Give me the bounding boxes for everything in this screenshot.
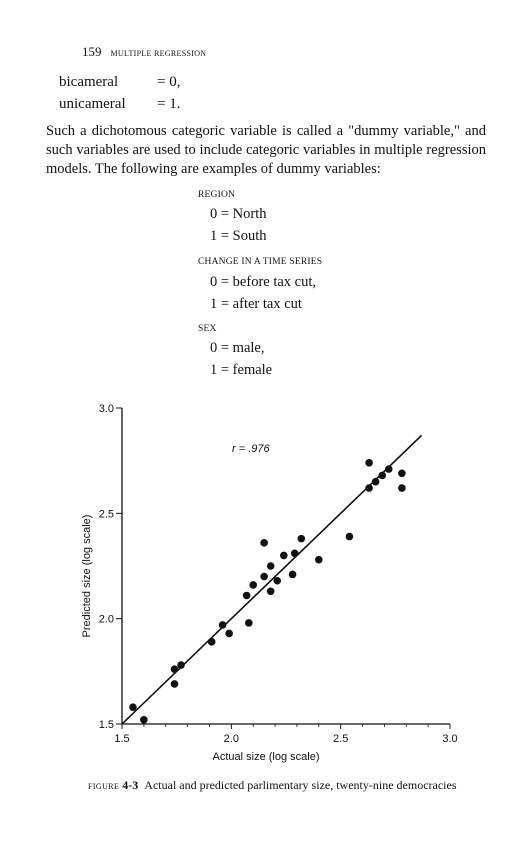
- data-point: [243, 592, 251, 600]
- data-point: [129, 703, 137, 711]
- data-point: [372, 478, 380, 486]
- data-point: [225, 630, 233, 638]
- y-axis-label: Predicted size (log scale): [81, 514, 93, 638]
- figure-number: 4-3: [122, 778, 139, 792]
- data-point: [267, 562, 275, 570]
- figure-caption-text: Actual and predicted parlimentary size, twenty-nine democracies: [144, 778, 457, 792]
- data-point: [315, 556, 323, 564]
- correlation-annotation: r = .976: [232, 443, 270, 455]
- example-title-region: REGION: [198, 190, 236, 200]
- page-number: 159: [82, 44, 102, 59]
- data-point: [260, 573, 268, 581]
- data-point: [245, 619, 253, 627]
- definition-bicameral: [59, 74, 180, 91]
- chart-marks: [122, 435, 422, 724]
- y-tick-label: 2.5: [98, 508, 114, 521]
- data-point: [398, 470, 406, 478]
- running-header: [82, 44, 206, 60]
- data-point: [385, 465, 393, 473]
- data-point: [291, 550, 299, 558]
- data-point: [171, 680, 179, 688]
- x-tick-label: 3.0: [442, 733, 458, 745]
- definition-label: unicameral: [59, 96, 126, 112]
- example-code: 0 = male,: [210, 340, 265, 356]
- data-point: [298, 535, 306, 543]
- data-point: [365, 484, 373, 492]
- body-paragraph: Such a dichotomous categoric variable is called a "dummy variable," and such variables are used to include categoric variables in multiple regression models. The following are examples of dummy variables:: [46, 123, 486, 177]
- data-point: [267, 587, 275, 595]
- data-point: [398, 484, 406, 492]
- data-point: [171, 665, 179, 673]
- data-point: [378, 472, 386, 480]
- running-title: MULTIPLE REGRESSION: [110, 49, 207, 58]
- data-point: [260, 539, 268, 547]
- scatter-chart: [0, 390, 525, 770]
- example-code: 0 = North: [210, 206, 267, 222]
- data-point: [273, 577, 281, 585]
- data-point: [219, 621, 227, 629]
- data-point: [177, 661, 185, 669]
- y-tick-label: 2.0: [98, 613, 114, 626]
- definition-value: = 1.: [157, 96, 181, 112]
- data-point: [208, 638, 216, 646]
- x-tick-label: 2.5: [333, 733, 349, 745]
- x-axis-label: Actual size (log scale): [212, 751, 320, 763]
- data-point: [249, 581, 257, 589]
- example-title-sex: SEX: [198, 324, 217, 334]
- definition-unicameral: [59, 96, 180, 113]
- example-code: 1 = female: [210, 362, 273, 378]
- x-tick-label: 1.5: [114, 733, 130, 745]
- figure-label: FIGURE: [88, 782, 120, 791]
- definition-value: = 0,: [157, 74, 181, 90]
- y-tick-label: 1.5: [98, 719, 114, 731]
- definition-label: bicameral: [59, 74, 119, 90]
- example-code: 0 = before tax cut,: [210, 274, 317, 290]
- example-title-time-series: CHANGE IN A TIME SERIES: [198, 257, 323, 267]
- data-point: [280, 552, 288, 560]
- data-point: [289, 571, 297, 579]
- y-tick-label: 3.0: [98, 403, 114, 415]
- data-point: [365, 459, 373, 467]
- example-code: 1 = South: [210, 228, 267, 244]
- x-tick-label: 2.0: [223, 733, 239, 745]
- data-point: [346, 533, 354, 541]
- example-code: 1 = after tax cut: [210, 296, 302, 312]
- figure-caption: [88, 778, 492, 794]
- data-point: [140, 716, 148, 724]
